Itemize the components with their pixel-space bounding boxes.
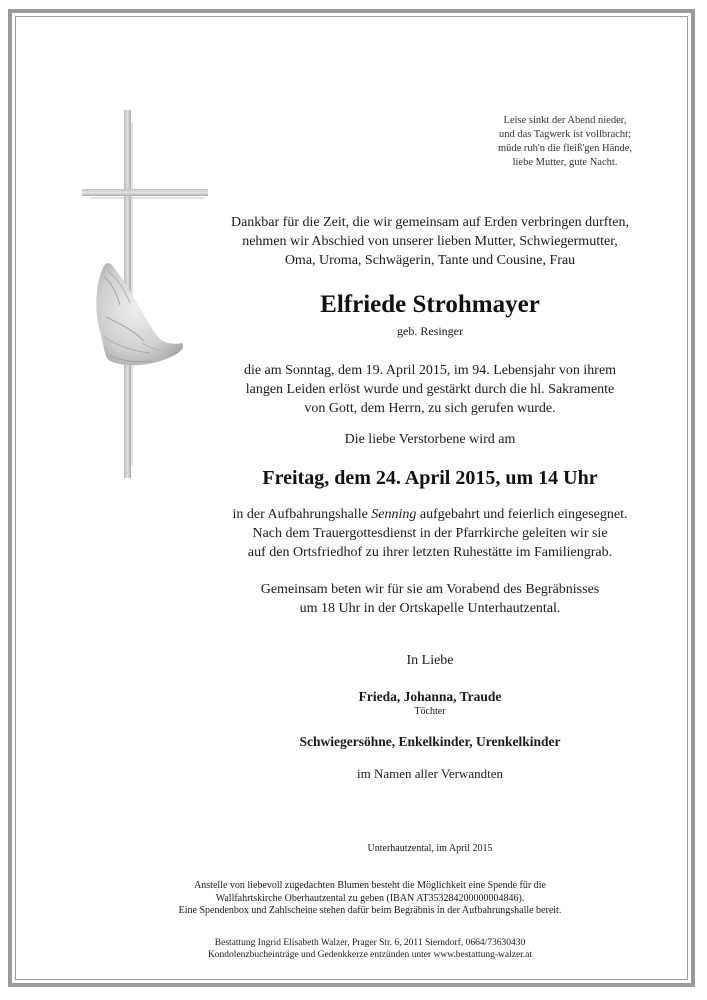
donation-line: Wallfahrtskirche Oberhautzental zu geben (IBAN AT353284200000004846). [215, 892, 525, 904]
poem-line: und das Tagwerk ist vollbracht; [498, 129, 632, 140]
prayer-line: Gemeinsam beten wir für sie am Vorabend des Begräbnisses [260, 582, 600, 597]
death-notice-line: die am Sonntag, dem 19. April 2015, im 94. Lebensjahr von ihrem [243, 363, 617, 378]
poem-line: müde ruh'n die fleiß'gen Hände, [497, 143, 633, 154]
ceremony-line: Nach dem Trauergottesdienst in der Pfarrkirche geleiten wir sie [252, 526, 608, 541]
ceremony-line1-before: in der Aufbahrungshalle [232, 507, 372, 522]
ceremony-line1-after: aufgebahrt und feierlich eingesegnet. [416, 507, 628, 522]
ceremony-line: auf den Ortsfriedhof zu ihrer letzten Ruhestätte im Familiengrab. [247, 545, 613, 560]
will-be-text: Die liebe Verstorbene wird am [344, 432, 516, 447]
place-date: Unterhautzental, im April 2015 [367, 843, 493, 854]
prayer-line: um 18 Uhr in der Ortskapelle Unterhautzental. [299, 601, 561, 616]
ceremony-hall-name: Senning [371, 507, 417, 522]
daughters-names: Frieda, Johanna, Traude [358, 689, 502, 704]
death-notice-line: von Gott, dem Herrn, zu sich gerufen wurde. [304, 401, 556, 416]
donation-line: Eine Spendenbox und Zahlscheine stehen dafür beim Begräbnis in der Aufbahrungshalle bereit. [178, 905, 562, 916]
intro-text [200, 213, 660, 270]
funeral-home-line: Bestattung Ingrid Elisabeth Walzer, Prager Str. 6, 2011 Sierndorf, 0664/73630430 [214, 938, 526, 948]
funeral-date: Freitag, dem 24. April 2015, um 14 Uhr [262, 467, 598, 489]
intro-line: Oma, Uroma, Schwägerin, Tante und Cousine, Frau [284, 253, 576, 268]
daughters-label: Töchter [414, 706, 446, 717]
donation-notice [100, 880, 640, 918]
maiden-name: geb. Resinger [397, 324, 463, 338]
inlaws-names: Schwiegersöhne, Enkelkinder, Urenkelkinder [299, 734, 561, 749]
poem-line: Leise sinkt der Abend nieder, [503, 115, 627, 126]
ceremony-line [200, 505, 660, 524]
death-notice-line: langen Leiden erlöst wurde und gestärkt durch die hl. Sakramente [245, 382, 615, 397]
donation-line: Anstelle von liebevoll zugedachten Blumen besteht die Möglichkeit eine Spende für die [194, 880, 546, 891]
poem [470, 114, 660, 170]
in-love-text: In Liebe [406, 653, 454, 668]
funeral-home-info [130, 938, 610, 961]
intro-line: Dankbar für die Zeit, die wir gemeinsam auf Erden verbringen durften, [230, 215, 630, 230]
poem-line: liebe Mutter, gute Nacht. [512, 157, 618, 168]
intro-line: nehmen wir Abschied von unserer lieben Mutter, Schwiegermutter, [242, 234, 618, 249]
ceremony-text [200, 505, 660, 562]
relatives-text: im Namen aller Verwandten [357, 766, 503, 781]
death-notice [200, 361, 660, 418]
prayer-text [200, 580, 660, 618]
funeral-home-line: Kondolenzbucheinträge und Gedenkkerze entzünden unter www.bestattung-walzer.at [207, 949, 533, 960]
cross-with-praying-hands-icon [80, 105, 215, 485]
deceased-name: Elfriede Strohmayer [320, 291, 540, 318]
